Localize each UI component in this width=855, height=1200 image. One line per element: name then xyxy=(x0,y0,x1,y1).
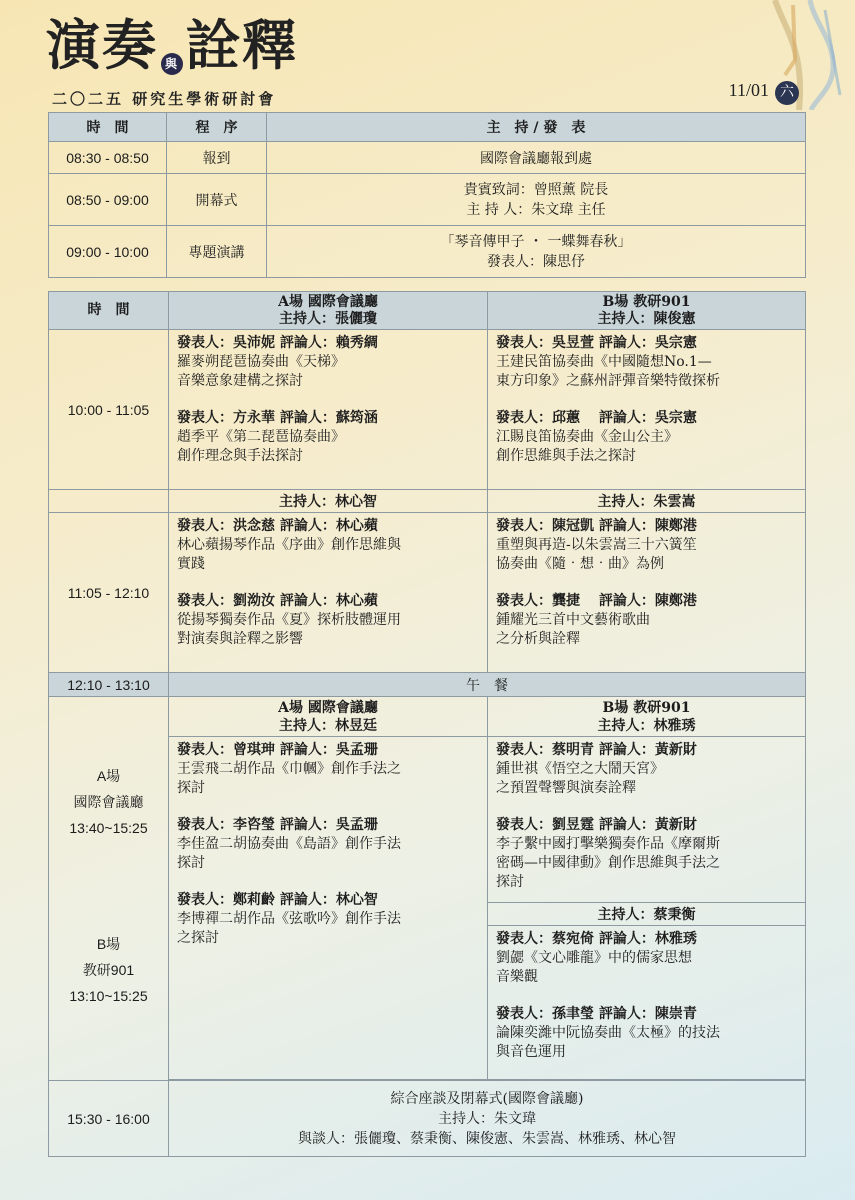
blank-cell xyxy=(49,490,169,513)
paper-title-line: 論陳奕濰中阮協奏曲《太極》的技法 xyxy=(496,1025,720,1041)
session2-host-b: 主持人：朱雲嵩 xyxy=(488,490,806,513)
presentation-item xyxy=(496,1005,797,1062)
paper-title-line: 密碼—中國律動》創作思維與手法之 xyxy=(496,855,720,871)
session3-venue-b xyxy=(488,737,806,903)
session1-venue-b xyxy=(488,330,806,490)
header-program: 程 序 xyxy=(167,113,267,142)
venue-a-header xyxy=(169,292,488,330)
session2-time: 11:05 - 12:10 xyxy=(49,513,169,673)
detail-line: 貴賓致詞：曾照薰 院長 xyxy=(463,181,609,198)
session1-venue-a xyxy=(169,330,488,490)
location-b xyxy=(49,931,168,1009)
session2-host-a: 主持人：林心智 xyxy=(169,490,488,513)
paper-title-line: 東方印象》之蘇州評彈音樂特徵探析 xyxy=(496,373,720,389)
event-date xyxy=(729,80,799,105)
row-program: 專題演講 xyxy=(167,226,267,278)
venue-a-host: 主持人：張儷瓊 xyxy=(279,310,377,327)
presenter-reviewer: 發表人：孫聿瑩 評論人：陳崇青 xyxy=(496,1006,697,1022)
venue-a-host: 主持人：林昱廷 xyxy=(279,717,377,734)
location-a xyxy=(49,763,168,841)
presentation-item xyxy=(496,334,797,391)
title-part-1: 演奏 xyxy=(46,13,158,77)
opening-schedule-table xyxy=(48,112,806,278)
paper-title-line: 劉勰《文心雕龍》中的儒家思想 xyxy=(496,950,692,966)
session1-time: 10:00 - 11:05 xyxy=(49,330,169,490)
row-detail xyxy=(267,226,806,278)
presenter-reviewer: 發表人：劉昱霆 評論人：黃新財 xyxy=(496,817,697,833)
session3-location-cell xyxy=(49,697,169,1081)
presentation-item xyxy=(177,517,479,574)
sessions-schedule-table xyxy=(48,291,806,1157)
paper-title-line: 林心蘋揚琴作品《序曲》創作思維與 xyxy=(177,537,401,553)
presenter-reviewer: 發表人：陳冠凱 評論人：陳鄭港 xyxy=(496,518,697,534)
header-host-present: 主 持 / 發 表 xyxy=(267,113,806,142)
location-b-time: 13:10~15:25 xyxy=(69,988,148,1004)
paper-title-line: 之探討 xyxy=(177,930,219,946)
paper-title-line: 從揚琴獨奏作品《夏》探析肢體運用 xyxy=(177,612,401,628)
presentation-item xyxy=(177,409,479,466)
paper-title-line: 音樂觀 xyxy=(496,969,538,985)
session2-venue-a xyxy=(169,513,488,673)
presentation-item xyxy=(177,741,479,798)
paper-title-line: 探討 xyxy=(496,874,524,890)
title-part-2: 詮釋 xyxy=(186,13,298,77)
paper-title-line: 王雲飛二胡作品《巾幗》創作手法之 xyxy=(177,761,401,777)
session2-venue-b xyxy=(488,513,806,673)
presentation-item xyxy=(177,891,479,948)
paper-title-line: 鍾耀光三首中文藝術歌曲 xyxy=(496,612,650,628)
conference-title xyxy=(46,13,298,77)
row-time: 08:50 - 09:00 xyxy=(49,174,167,226)
venue-b-host: 主持人：陳俊憲 xyxy=(597,310,696,327)
presentation-item xyxy=(496,409,797,466)
location-a-time: 13:40~15:25 xyxy=(69,820,148,836)
header-time: 時 間 xyxy=(49,113,167,142)
conference-subtitle: 二〇二五 研究生學術研討會 xyxy=(52,90,277,108)
paper-title-line: 之分析與詮釋 xyxy=(496,631,580,647)
paper-title-line: 與音色運用 xyxy=(496,1044,566,1060)
presenter-reviewer: 發表人：方永華 評論人：蘇筠涵 xyxy=(177,410,378,426)
paper-title-line: 探討 xyxy=(177,780,205,796)
presentation-item xyxy=(496,816,797,892)
row-program: 報到 xyxy=(167,142,267,174)
paper-title-line: 鍾世祺《悟空之大鬧天宮》 xyxy=(496,761,664,777)
paper-title-line: 協奏曲《隨‧想‧曲》為例 xyxy=(496,556,664,572)
row-time: 09:00 - 10:00 xyxy=(49,226,167,278)
presentation-item xyxy=(496,517,797,574)
paper-title-line: 音樂意象建構之探討 xyxy=(177,373,303,389)
presentation-item xyxy=(177,334,479,391)
presentation-item xyxy=(177,816,479,873)
detail-line: 國際會議廳報到處 xyxy=(480,150,592,167)
paper-title-line: 李子繫中國打擊樂獨奏作品《摩爾斯 xyxy=(496,836,720,852)
paper-title-line: 江賜良笛協奏曲《金山公主》 xyxy=(496,429,678,445)
title-connector-badge: 與 xyxy=(161,53,183,75)
paper-title-line: 探討 xyxy=(177,855,205,871)
session3-venue-a xyxy=(169,737,488,1080)
presenter-reviewer: 發表人：鄭莉齡 評論人：林心智 xyxy=(177,892,378,908)
presentation-item xyxy=(177,592,479,649)
closing-detail xyxy=(169,1081,806,1157)
session3-venue-b2 xyxy=(488,926,806,1080)
venue-b-host: 主持人：林雅琇 xyxy=(597,717,696,734)
row-time: 08:30 - 08:50 xyxy=(49,142,167,174)
day-of-week-badge: 六 xyxy=(775,81,799,105)
detail-line: 「琴音傳甲子 ・ 一蝶舞春秋」 xyxy=(440,233,632,250)
paper-title-line: 創作理念與手法探討 xyxy=(177,448,303,464)
presenter-reviewer: 發表人：蔡明青 評論人：黃新財 xyxy=(496,742,697,758)
paper-title-line: 李博禪二胡作品《弦歌吟》創作手法 xyxy=(177,911,401,927)
paper-title-line: 趙季平《第二琵琶協奏曲》 xyxy=(177,429,345,445)
presenter-reviewer: 發表人：曾琪珅 評論人：吳孟珊 xyxy=(177,742,378,758)
presenter-reviewer: 發表人：洪念慈 評論人：林心蘋 xyxy=(177,518,378,534)
venue-b-header xyxy=(488,292,806,330)
paper-title-line: 王建民笛協奏曲《中國隨想No.1— xyxy=(496,354,712,370)
location-b-venue: 教研901 xyxy=(82,962,135,978)
closing-time: 15:30 - 16:00 xyxy=(49,1081,169,1157)
session3-venue-a-header xyxy=(169,697,488,737)
detail-line: 主 持 人：朱文瑋 主任 xyxy=(466,201,606,218)
session3-venue-b-header xyxy=(488,697,806,737)
row-detail xyxy=(267,174,806,226)
presenter-reviewer: 發表人：龔捷 評論人：陳鄭港 xyxy=(496,593,697,609)
row-program: 開幕式 xyxy=(167,174,267,226)
paper-title-line: 實踐 xyxy=(177,556,205,572)
detail-line: 發表人：陳思伃 xyxy=(487,253,585,270)
paper-title-line: 羅麥朔琵琶協奏曲《天梯》 xyxy=(177,354,345,370)
paper-title-line: 之預置聲響與演奏詮釋 xyxy=(496,780,636,796)
presentation-item xyxy=(496,741,797,798)
header-time: 時 間 xyxy=(49,292,169,330)
venue-b-name: B場 教研901 xyxy=(602,293,691,310)
venue-a-name: A場 國際會議廳 xyxy=(278,699,378,716)
lunch-time: 12:10 - 13:10 xyxy=(49,673,169,697)
presenter-reviewer: 發表人：蔡宛倚 評論人：林雅琇 xyxy=(496,931,697,947)
presentation-item xyxy=(496,930,797,987)
venue-b-name: B場 教研901 xyxy=(602,699,691,716)
closing-panelists: 與談人：張儷瓊、蔡秉衡、陳俊憲、朱雲嵩、林雅琇、林心智 xyxy=(298,1130,676,1147)
location-a-venue: 國際會議廳 xyxy=(73,794,144,810)
presenter-reviewer: 發表人：李咨瑩 評論人：吳孟珊 xyxy=(177,817,378,833)
paper-title-line: 李佳盈二胡協奏曲《島語》創作手法 xyxy=(177,836,401,852)
paper-title-line: 創作思維與手法之探討 xyxy=(496,448,636,464)
presenter-reviewer: 發表人：劉泑汝 評論人：林心蘋 xyxy=(177,593,378,609)
presenter-reviewer: 發表人：吳沛妮 評論人：賴秀綢 xyxy=(177,335,378,351)
location-a-label: A場 xyxy=(96,768,121,784)
date-text: 11/01 xyxy=(728,80,769,100)
location-b-label: B場 xyxy=(96,936,121,952)
presenter-reviewer: 發表人：吳昱萱 評論人：吳宗憲 xyxy=(496,335,697,351)
closing-title: 綜合座談及閉幕式(國際會議廳) xyxy=(390,1090,584,1107)
presentation-item xyxy=(496,592,797,649)
closing-host: 主持人：朱文瑋 xyxy=(438,1110,536,1127)
lunch-label: 午 餐 xyxy=(169,673,806,697)
paper-title-line: 重塑與再造-以朱雲嵩三十六簧笙 xyxy=(496,537,697,553)
presenter-reviewer: 發表人：邱蕙 評論人：吳宗憲 xyxy=(496,410,697,426)
paper-title-line: 對演奏與詮釋之影響 xyxy=(177,631,303,647)
row-detail xyxy=(267,142,806,174)
session3-host-b2: 主持人：蔡秉衡 xyxy=(488,903,806,926)
venue-a-name: A場 國際會議廳 xyxy=(278,293,378,310)
